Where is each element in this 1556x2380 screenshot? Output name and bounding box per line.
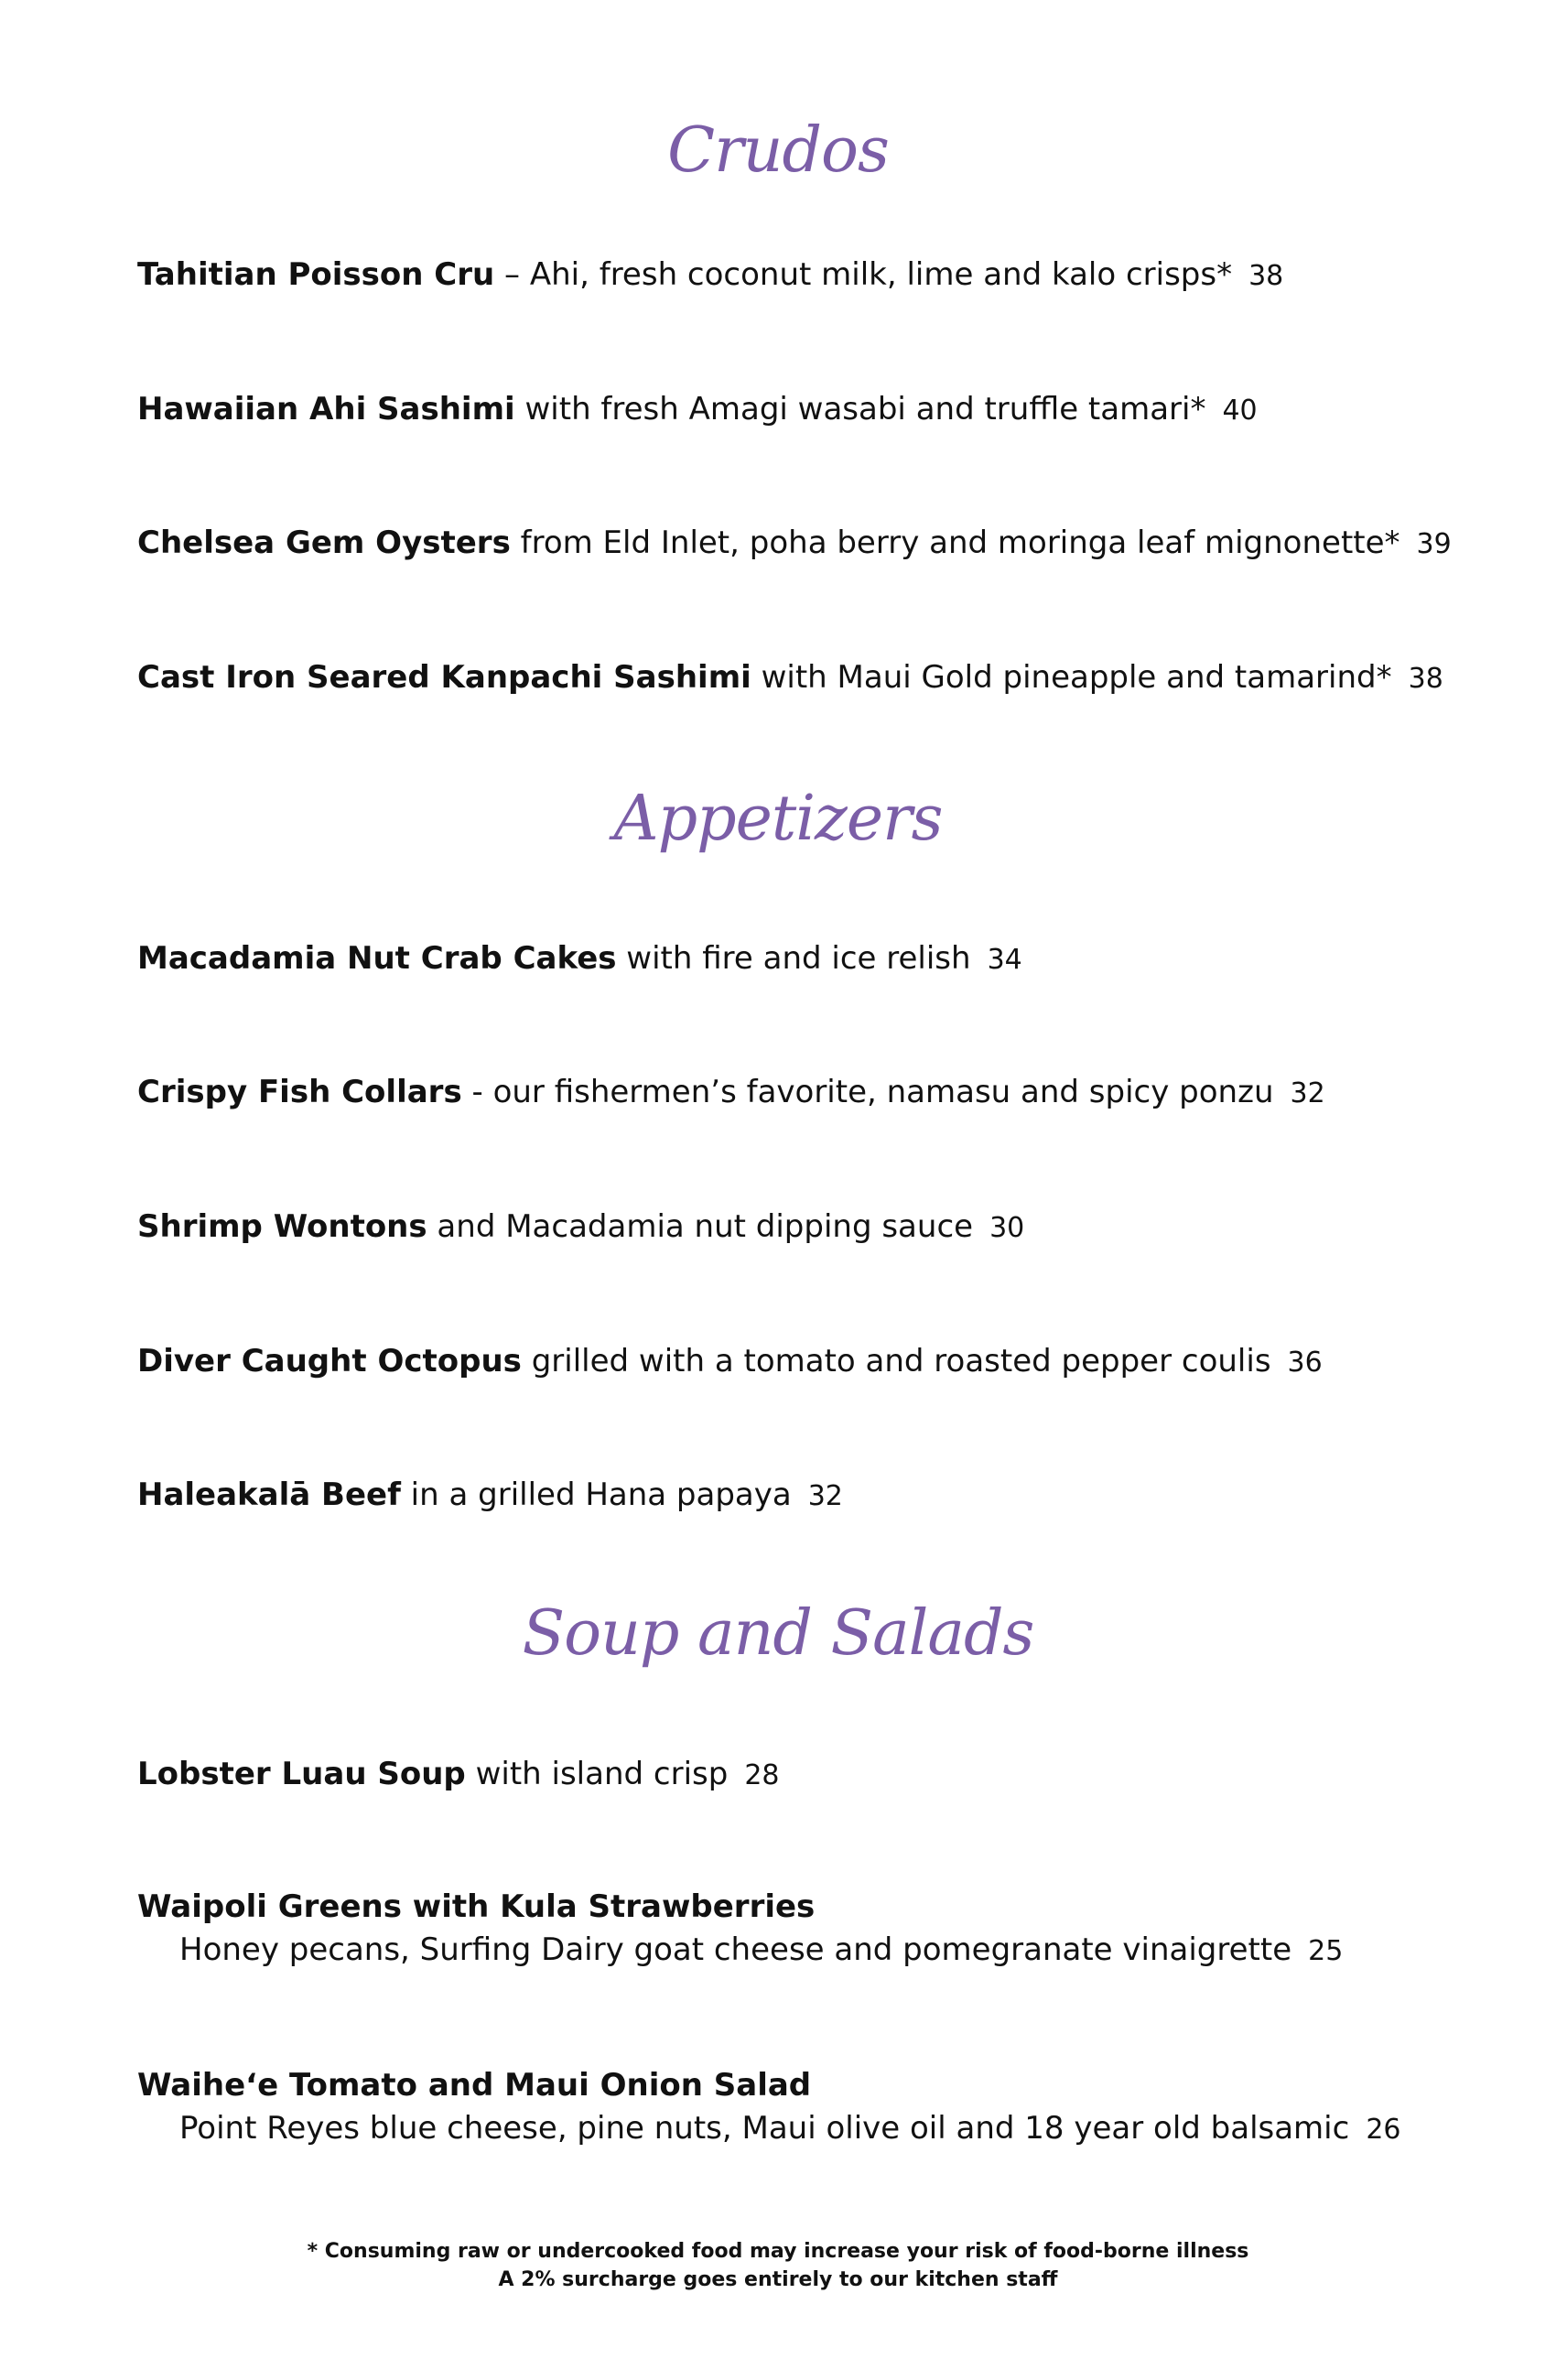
footer-note-surcharge: A 2% surcharge goes entirely to our kitchen staff: [498, 2268, 1058, 2291]
item-description: with fire and ice relish: [616, 940, 971, 977]
footer-note-raw-food: * Consuming raw or undercooked food may increase your risk of food-borne illness: [307, 2240, 1249, 2263]
section-heading-crudos: Crudos: [667, 114, 889, 187]
item-price: 32: [1290, 1077, 1325, 1109]
item-name: Macadamia Nut Crab Cakes: [137, 940, 617, 977]
item-price: 36: [1287, 1347, 1323, 1379]
item-name: Crispy Fish Collars: [137, 1074, 462, 1110]
item-name: Haleakalā Beef: [137, 1477, 401, 1513]
item-description: in a grilled Hana papaya: [400, 1477, 792, 1513]
item-description: grilled with a tomato and roasted pepper coulis: [521, 1343, 1271, 1379]
item-description: – Ahi, fresh coconut milk, lime and kalo crisps*: [494, 256, 1233, 293]
item-description: with island crisp: [465, 1756, 729, 1792]
menu-item: [137, 1341, 1323, 1383]
item-name: Lobster Luau Soup: [137, 1756, 466, 1792]
menu-item: [137, 1887, 815, 1927]
section-heading-soup-and-salads: Soup and Salads: [522, 1597, 1034, 1670]
item-price: 32: [807, 1480, 843, 1512]
item-price: 30: [989, 1212, 1025, 1244]
item-name: Tahitian Poisson Cru: [137, 256, 495, 293]
menu-item: [137, 657, 1443, 699]
item-description: with fresh Amagi wasabi and truffle tamari*: [514, 391, 1206, 427]
menu-item: [137, 2065, 811, 2105]
menu-item: [137, 523, 1452, 565]
item-price: 38: [1408, 663, 1443, 695]
item-description: Point Reyes blue cheese, pine nuts, Maui olive oil and 18 year old balsamic: [179, 2110, 1350, 2147]
item-price: 26: [1366, 2114, 1401, 2146]
item-price: 40: [1222, 395, 1258, 427]
item-price: 39: [1416, 528, 1452, 560]
menu-item-detail: [179, 2108, 1401, 2150]
item-name: Hawaiian Ahi Sashimi: [137, 391, 515, 427]
menu-item: [137, 938, 1022, 980]
item-name: Diver Caught Octopus: [137, 1343, 522, 1379]
item-description: and Macadamia nut dipping sauce: [427, 1208, 974, 1245]
menu-item: [137, 389, 1258, 431]
menu-item: [137, 254, 1283, 297]
item-price: 25: [1308, 1935, 1344, 1967]
menu-item: [137, 1475, 843, 1517]
section-heading-appetizers: Appetizers: [613, 783, 943, 855]
item-description: from Eld Inlet, poha berry and moringa leaf mignonette*: [510, 525, 1400, 561]
item-description: - our fishermen’s favorite, namasu and spicy ponzu: [461, 1074, 1274, 1110]
item-description: with Maui Gold pineapple and tamarind*: [751, 659, 1392, 696]
item-name: Chelsea Gem Oysters: [137, 525, 511, 561]
item-price: 38: [1248, 260, 1284, 292]
menu-item-detail: [179, 1930, 1343, 1972]
menu-item: [137, 1072, 1325, 1114]
item-description: Honey pecans, Surfing Dairy goat cheese and pomegranate vinaigrette: [179, 1931, 1292, 1968]
item-name: Cast Iron Seared Kanpachi Sashimi: [137, 659, 751, 696]
item-price: 34: [987, 944, 1022, 976]
menu-item: [137, 1754, 780, 1796]
item-name: Waipoli Greens with Kula Strawberries: [137, 1888, 816, 1925]
item-name: Waihe‘e Tomato and Maui Onion Salad: [137, 2067, 812, 2104]
menu-item: [137, 1206, 1024, 1249]
item-price: 28: [744, 1759, 780, 1791]
item-name: Shrimp Wontons: [137, 1208, 427, 1245]
